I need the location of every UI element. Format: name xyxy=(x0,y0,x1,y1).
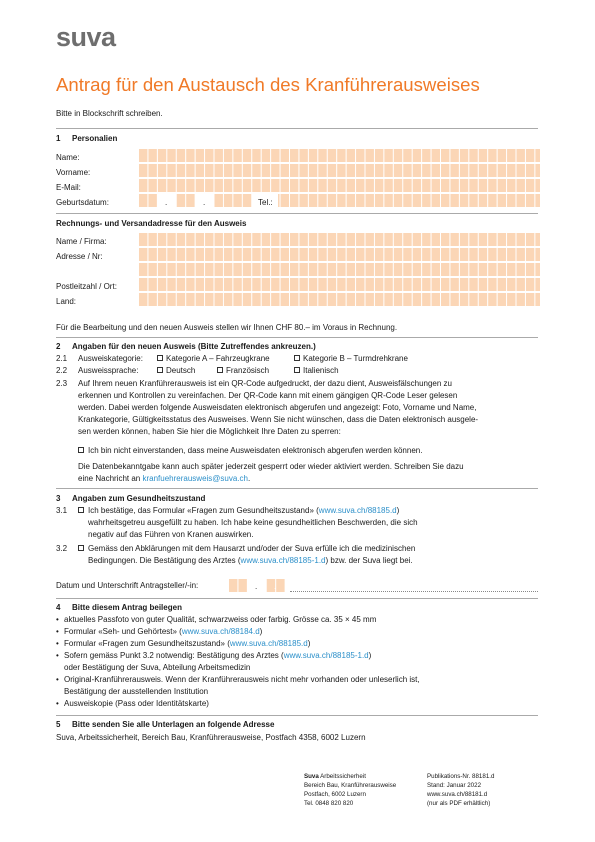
bullet: • xyxy=(56,627,59,636)
footer-postbox: Postfach, 6002 Luzern xyxy=(304,791,366,798)
plz-label: Postleitzahl / Ort: xyxy=(56,282,117,291)
firma-label: Name / Firma: xyxy=(56,237,107,246)
adresse-field[interactable] xyxy=(138,247,540,261)
footer-date: Stand: Januar 2022 xyxy=(427,782,482,789)
item-number: 2.1 xyxy=(56,354,68,363)
section-4-heading: Bitte diesem Antrag beilegen xyxy=(72,603,182,612)
address-heading: Rechnungs- und Versandadresse für den Ausweis xyxy=(56,219,247,228)
footer-dept: Bereich Bau, Kranführerausweise xyxy=(304,782,397,789)
kategorie-b-checkbox[interactable] xyxy=(294,355,300,361)
link-88185-1[interactable]: www.suva.ch/88185-1.d xyxy=(283,651,369,660)
divider xyxy=(56,213,538,214)
enclosure-item: Sofern gemäss Punkt 3.2 notwendig: Bestätigung des Arztes (www.suva.ch/88185-1.d) xyxy=(64,651,372,660)
enclosure-item: Original-Kranführerausweis. Wenn der Kranführerausweis nicht mehr vorhanden oder unleserlich ist, xyxy=(64,675,420,684)
divider xyxy=(56,715,538,716)
sprache-label: Ausweissprache: xyxy=(78,366,139,375)
qr-paragraph-line: erkennen und Kontrollen zu vereinfachen. Der QR-Code kann mit einem gängigen QR-Code Leser gelesen xyxy=(78,391,458,400)
mailing-address: Suva, Arbeitssicherheit, Bereich Bau, Kranführerausweise, Postfach 4358, 6002 Luzern xyxy=(56,733,366,742)
divider xyxy=(56,488,538,489)
footer-phone: Tel. 0848 820 820 xyxy=(304,800,354,807)
section-3-heading: Angaben zum Gesundheitszustand xyxy=(72,494,206,503)
plz-field[interactable] xyxy=(138,277,540,291)
franzoesisch-label: Französisch xyxy=(226,366,270,375)
footer-pubnr: Publikations-Nr. 88181.d xyxy=(427,773,495,780)
confirm-31-checkbox[interactable] xyxy=(78,507,84,513)
confirm-31-line: Ich bestätige, das Formular «Fragen zum Gesundheitszustand» (www.suva.ch/88185.d) xyxy=(88,506,400,515)
link-88185-1[interactable]: www.suva.ch/88185-1.d xyxy=(240,556,326,565)
kategorie-b-label: Kategorie B – Turmdrehkrane xyxy=(303,354,408,363)
signature-line[interactable] xyxy=(290,591,538,592)
mail-line: eine Nachricht an kranfuehrerausweis@suva.ch. xyxy=(78,474,251,483)
enclosure-item-cont: Bestätigung der ausstellenden Institution xyxy=(64,687,209,696)
name-label: Name: xyxy=(56,153,80,162)
name-field[interactable] xyxy=(138,148,540,162)
date-dot: . xyxy=(203,198,206,207)
qr-paragraph-line: werden. Dabei werden folgende Ausweisdaten elektronisch abgerufen und angezeigt: Foto, Vorname und Name, xyxy=(78,403,477,412)
suva-logo: suva xyxy=(56,22,116,52)
page-title: Antrag für den Austausch des Kranführerausweises xyxy=(56,74,480,95)
firma-field[interactable] xyxy=(138,232,540,246)
land-label: Land: xyxy=(56,297,77,306)
item-number: 2.3 xyxy=(56,379,68,388)
optout-label: Ich bin nicht einverstanden, dass meine Ausweisdaten elektronisch abgerufen werden können. xyxy=(88,446,423,455)
confirm-32-checkbox[interactable] xyxy=(78,545,84,551)
signature-label: Datum und Unterschrift Antragsteller/-in: xyxy=(56,581,199,590)
email-field[interactable] xyxy=(138,178,540,192)
confirm-31-line: wahrheitsgetreu ausgefüllt zu haben. Ich habe keine gesundheitlichen Beschwerden, die sich xyxy=(88,518,418,527)
geburtsdatum-label: Geburtsdatum: xyxy=(56,198,109,207)
qr-paragraph-line: Krankategorie, Gültigkeitsstatus des Ausweises. Wenn Sie nicht wünschen, dass die Daten elektronisch ausgele- xyxy=(78,415,479,424)
enclosure-item: Ausweiskopie (Pass oder Identitätskarte) xyxy=(64,699,209,708)
item-number: 2.2 xyxy=(56,366,68,375)
section-1-heading: Personalien xyxy=(72,134,118,143)
section-2-number: 2 xyxy=(56,342,61,351)
link-88185[interactable]: www.suva.ch/88185.d xyxy=(318,506,397,515)
italienisch-label: Italienisch xyxy=(303,366,339,375)
franzoesisch-checkbox[interactable] xyxy=(217,367,223,373)
fee-text: Für die Bearbeitung und den neuen Ausweis stellen wir Ihnen CHF 80.– im Voraus in Rechnung. xyxy=(56,323,398,332)
vorname-label: Vorname: xyxy=(56,168,91,177)
footer-url: www.suva.ch/88181.d xyxy=(427,791,488,798)
date-dot: . xyxy=(165,198,168,207)
date-dot: . xyxy=(255,582,258,591)
bullet: • xyxy=(56,699,59,708)
qr-paragraph-line: sen werden können, haben Sie hier die Möglichkeit Ihre Daten zu sperren: xyxy=(78,427,341,436)
adresse-field-2[interactable] xyxy=(138,262,540,276)
link-88184[interactable]: www.suva.ch/88184.d xyxy=(181,627,260,636)
kategorie-a-label: Kategorie A – Fahrzeugkrane xyxy=(166,354,270,363)
section-1-number: 1 xyxy=(56,134,61,143)
confirm-32-line: Bedingungen. Die Bestätigung des Arztes (www.suva.ch/88185-1.d) bzw. der Suva liegt bei. xyxy=(88,556,413,565)
section-5-heading: Bitte senden Sie alle Unterlagen an folgende Adresse xyxy=(72,720,275,729)
email-label: E-Mail: xyxy=(56,183,81,192)
confirm-31-line: negativ auf das Führen von Kranen auswirken. xyxy=(88,530,254,539)
link-88185[interactable]: www.suva.ch/88185.d xyxy=(229,639,308,648)
qr-paragraph-line: Auf Ihrem neuen Kranführerausweis ist ein QR-Code aufgedruckt, der dazu dient, Ausweisfälschungen zu xyxy=(78,379,452,388)
item-number: 3.2 xyxy=(56,544,68,553)
divider xyxy=(56,598,538,599)
enclosure-item: Formular «Seh- und Gehörtest» (www.suva.ch/88184.d) xyxy=(64,627,263,636)
bullet: • xyxy=(56,615,59,624)
section-4-number: 4 xyxy=(56,603,61,612)
bullet: • xyxy=(56,675,59,684)
kategorie-a-checkbox[interactable] xyxy=(157,355,163,361)
adresse-label: Adresse / Nr: xyxy=(56,252,103,261)
date-dot: . xyxy=(274,582,277,591)
vorname-field[interactable] xyxy=(138,163,540,177)
optout-checkbox[interactable] xyxy=(78,447,84,453)
deutsch-checkbox[interactable] xyxy=(157,367,163,373)
enclosure-item-cont: oder Bestätigung der Suva, Abteilung Arbeitsmedizin xyxy=(64,663,251,672)
deutsch-label: Deutsch xyxy=(166,366,196,375)
land-field[interactable] xyxy=(138,292,540,306)
footer-org: Suva Arbeitssicherheit xyxy=(304,773,366,780)
italienisch-checkbox[interactable] xyxy=(294,367,300,373)
enclosure-item: aktuelles Passfoto von guter Qualität, schwarzweiss oder farbig. Grösse ca. 35 × 45 mm xyxy=(64,615,377,624)
bullet: • xyxy=(56,639,59,648)
instruction-text: Bitte in Blockschrift schreiben. xyxy=(56,109,163,118)
footer-note: (nur als PDF erhältlich) xyxy=(427,800,491,807)
item-number: 3.1 xyxy=(56,506,68,515)
block-note: Die Datenbekanntgabe kann auch später jederzeit gesperrt oder wieder aktiviert werden. Schreiben Sie dazu xyxy=(78,462,464,471)
mail-link[interactable]: kranfuehrerausweis@suva.ch xyxy=(142,474,248,483)
bullet: • xyxy=(56,651,59,660)
section-3-number: 3 xyxy=(56,494,61,503)
section-2-heading: Angaben für den neuen Ausweis (Bitte Zutreffendes ankreuzen.) xyxy=(72,342,316,351)
enclosure-item: Formular «Fragen zum Gesundheitszustand» (www.suva.ch/88185.d) xyxy=(64,639,311,648)
divider xyxy=(56,337,538,338)
tel-label: Tel.: xyxy=(258,198,273,207)
divider xyxy=(56,128,538,129)
confirm-32-line: Gemäss den Abklärungen mit dem Hausarzt und/oder der Suva erfülle ich die medizinischen xyxy=(88,544,416,553)
section-5-number: 5 xyxy=(56,720,61,729)
kategorie-label: Ausweiskategorie: xyxy=(78,354,143,363)
